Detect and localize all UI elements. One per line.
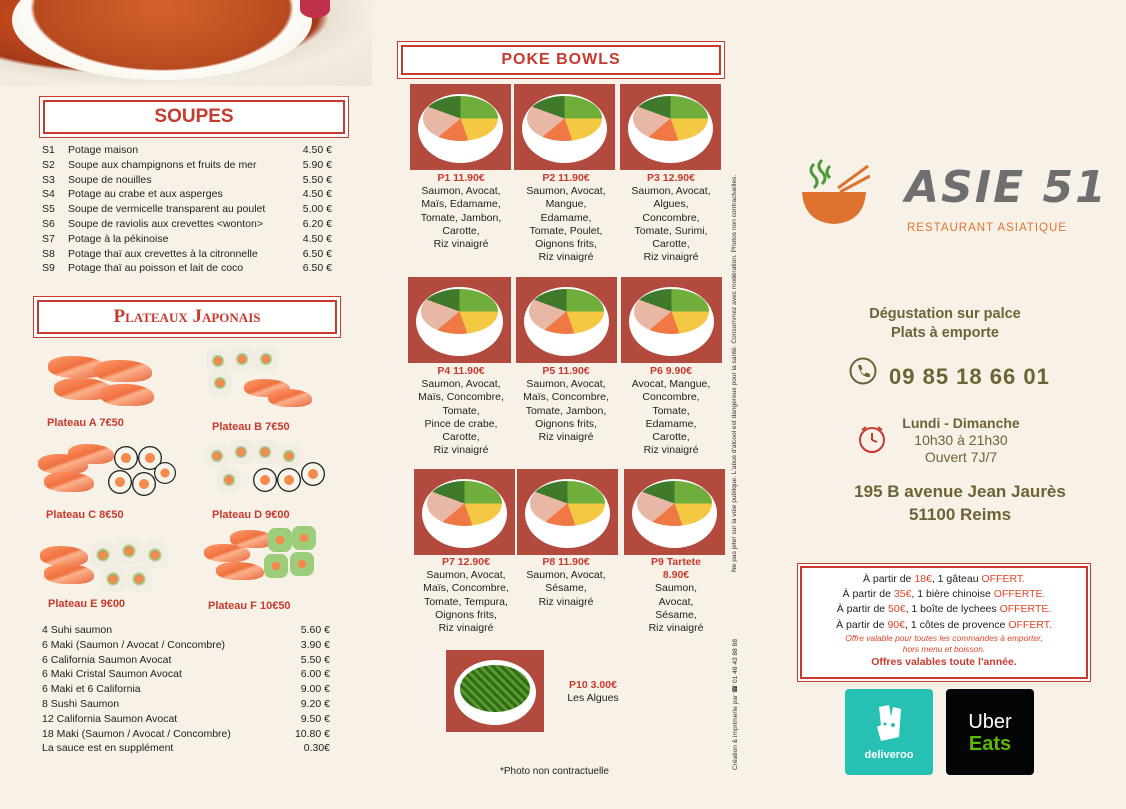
promo-line-2: À partir de 35€, 1 bière chinoise OFFERTE. bbox=[842, 588, 1046, 601]
poke-bowl-ingredient: Riz vinaigré bbox=[438, 622, 494, 635]
poke-bowl-ingredient: Tomate, Jambon, bbox=[525, 404, 607, 417]
poke-bowl-ingredient: Edamame, bbox=[540, 211, 592, 224]
poke-bowl-price: P6 9.90€ bbox=[649, 365, 693, 377]
promo-condition-2: hors menu et boisson. bbox=[902, 643, 986, 654]
soup-code: S7 bbox=[42, 232, 55, 245]
poke-bowl-price: P7 12.90€ bbox=[442, 556, 490, 568]
poke-bowl-ingredient: Saumon, Avocat, bbox=[526, 378, 606, 391]
poke-bowl-ingredient: Tomate, bbox=[652, 404, 690, 417]
plateau-item bbox=[42, 741, 330, 756]
flower-decoration bbox=[300, 0, 330, 18]
plateau-item bbox=[42, 623, 330, 638]
soup-price: 5.90 € bbox=[302, 158, 332, 171]
poke-bowl-price: P3 12.90€ bbox=[647, 172, 695, 184]
soup-code: S4 bbox=[42, 188, 55, 201]
promo-footer: Offres valables toute l'année. bbox=[871, 655, 1017, 668]
soup-code: S1 bbox=[42, 144, 55, 156]
poke-bowl-ingredient: Riz vinaigré bbox=[643, 251, 699, 264]
opening-hours bbox=[896, 415, 1026, 466]
plateau-b-image bbox=[204, 345, 314, 415]
poke-bowl-description bbox=[620, 556, 732, 635]
poke-bowl-ingredient: Oignons frits, bbox=[535, 417, 597, 430]
plateau-item bbox=[42, 638, 330, 653]
credit-vertical-note: Création & imprimerie par ☎ 01 48 43 88 88 bbox=[732, 639, 739, 770]
plateau-f-image bbox=[204, 526, 328, 590]
poke-bowl-ingredient: Saumon, Avocat, bbox=[426, 569, 506, 582]
poke-bowl-ingredient: Saumon, bbox=[654, 582, 698, 595]
plateau-item bbox=[42, 682, 330, 697]
soup-name: Potage à la pékinoise bbox=[68, 232, 169, 245]
soup-price: 4.50 € bbox=[302, 144, 332, 156]
soup-price: 5.00 € bbox=[302, 203, 332, 216]
poke-bowl-description bbox=[615, 365, 727, 457]
plateau-item bbox=[42, 712, 330, 727]
poke-bowl-price: P5 11.90€ bbox=[542, 365, 590, 377]
poke-bowl-image bbox=[410, 84, 511, 170]
poke-bowl-image bbox=[621, 277, 722, 363]
soup-price: 6.50 € bbox=[302, 262, 332, 275]
promo-line-3: À partir de 50€, 1 boîte de lychees OFFERTE. bbox=[836, 603, 1052, 616]
soup-price: 5.50 € bbox=[302, 173, 332, 186]
opening-time: 10h30 à 21h30 bbox=[914, 432, 1008, 448]
poke-bowl-price: P1 11.90€ bbox=[437, 172, 485, 184]
plateau-item-price: 10.80 € bbox=[294, 727, 330, 740]
poke-bowl-ingredient: Avocat, bbox=[658, 595, 694, 608]
service-line-1: Dégustation sur palce bbox=[869, 306, 1021, 322]
soup-item bbox=[42, 217, 332, 232]
poke-bowl-price: P10 3.00€ bbox=[569, 679, 617, 691]
soup-item bbox=[42, 158, 332, 173]
poke-bowl-ingredient: Tomate, bbox=[442, 404, 480, 417]
plateau-item bbox=[42, 697, 330, 712]
poke-bowl-description bbox=[405, 365, 517, 457]
poke-title: POKE BOWLS bbox=[401, 45, 721, 75]
soup-item bbox=[42, 143, 332, 158]
poke-bowl-ingredient: Carotte, bbox=[652, 238, 690, 251]
uber-label: Uber bbox=[968, 711, 1012, 733]
soup-code: S6 bbox=[42, 217, 55, 230]
phone-icon bbox=[849, 357, 877, 385]
plateau-c-label: Plateau C 8€50 bbox=[46, 509, 124, 521]
poke-bowl-ingredient: Carotte, bbox=[652, 431, 690, 444]
opening-week: Ouvert 7J/7 bbox=[924, 449, 998, 465]
poke-bowl-ingredient: Saumon, Avocat, bbox=[526, 185, 606, 198]
soup-bowl-image bbox=[12, 0, 312, 80]
poke-bowl-ingredient: Edamame, bbox=[645, 417, 697, 430]
algues-bowl-image bbox=[446, 650, 544, 732]
soup-name: Soupe aux champignons et fruits de mer bbox=[68, 158, 257, 171]
poke-bowl-description bbox=[410, 556, 522, 635]
address-line-2: 51100 Reims bbox=[908, 505, 1012, 524]
brand-name-text: ASIE 51 bbox=[905, 162, 1108, 213]
poke-bowl-ingredient: Tomate, Jambon, bbox=[420, 211, 502, 224]
plateau-item bbox=[42, 667, 330, 682]
address-line-1: 195 B avenue Jean Jaurès bbox=[854, 482, 1066, 501]
poke-bowl-ingredient: Sésame, bbox=[545, 582, 587, 595]
logo-bowl-icon bbox=[800, 158, 870, 228]
plateau-items-list bbox=[42, 623, 330, 756]
plateau-item-price: 9.00 € bbox=[300, 683, 330, 696]
soup-code: S3 bbox=[42, 173, 55, 186]
poke-bowl-ingredient: Maïs, Concombre, bbox=[423, 582, 509, 595]
poke-bowl-ingredient: Concombre, bbox=[642, 391, 700, 404]
soup-code: S2 bbox=[42, 158, 55, 171]
poke-bowl-image bbox=[516, 277, 617, 363]
poke-bowl-ingredient: Avocat, Mangue, bbox=[631, 378, 711, 391]
poke-bowl-ingredient: Carotte, bbox=[442, 224, 480, 237]
soup-code: S8 bbox=[42, 247, 55, 260]
soup-item bbox=[42, 247, 332, 262]
poke-bowl-image bbox=[620, 84, 721, 170]
soup-name: Potage maison bbox=[68, 144, 139, 156]
plateau-item-price: 0.30€ bbox=[303, 742, 330, 755]
service-info bbox=[820, 305, 1070, 343]
poke-bowl-image bbox=[624, 469, 725, 555]
soup-item bbox=[42, 187, 332, 202]
plateau-item-name: 6 Maki Cristal Saumon Avocat bbox=[42, 668, 182, 681]
promo-box bbox=[800, 566, 1088, 679]
poke-bowl-description bbox=[405, 172, 517, 251]
plateau-f-label: Plateau F 10€50 bbox=[208, 600, 291, 612]
poke-bowl-description bbox=[510, 556, 622, 609]
poke-bowl-description bbox=[510, 172, 622, 264]
soup-item bbox=[42, 232, 332, 247]
phone-number[interactable]: 09 85 18 66 01 bbox=[889, 364, 1050, 389]
plateaux-title: Plateaux Japonais bbox=[37, 300, 337, 334]
soup-item bbox=[42, 202, 332, 217]
poke-bowl-ingredient: Riz vinaigré bbox=[433, 444, 489, 457]
brand-name bbox=[905, 162, 1108, 213]
poke-bowl-ingredient: Mangue, bbox=[545, 198, 587, 211]
soupes-title: SOUPES bbox=[43, 100, 345, 134]
plateau-a-image bbox=[44, 352, 154, 412]
ubereats-app-button[interactable] bbox=[946, 689, 1034, 775]
poke-bowl-ingredient: Riz vinaigré bbox=[538, 431, 594, 444]
service-line-2: Plats à emporte bbox=[891, 325, 999, 341]
plateau-item-name: 6 Maki (Saumon / Avocat / Concombre) bbox=[42, 638, 226, 651]
plateau-a-label: Plateau A 7€50 bbox=[47, 417, 124, 429]
plateau-item-name: 4 Suhi saumon bbox=[42, 624, 113, 636]
soup-name: Potage au crabe et aux asperges bbox=[68, 188, 223, 201]
soup-item bbox=[42, 261, 332, 276]
plateau-item-price: 9.20 € bbox=[300, 697, 330, 710]
deliveroo-app-button[interactable] bbox=[845, 689, 933, 775]
poke-bowl-ingredient: Maïs, Concombre, bbox=[523, 391, 609, 404]
poke-bowl-ingredient: Tomate, Poulet, bbox=[529, 224, 603, 237]
poke-bowl-ingredient: Oignons frits, bbox=[535, 238, 597, 251]
soup-price: 6.20 € bbox=[302, 217, 332, 230]
plateau-item-name: 6 California Saumon Avocat bbox=[42, 653, 172, 666]
clock-icon bbox=[857, 424, 887, 454]
promo-line-1: À partir de 18€, 1 gâteau OFFERT. bbox=[862, 573, 1026, 585]
soup-name: Soupe de raviolis aux crevettes <wonton> bbox=[68, 217, 263, 230]
plateau-item-name: La sauce est en supplément bbox=[42, 742, 174, 755]
poke-bowl-ingredient: Les Algues bbox=[567, 692, 619, 705]
poke-bowl-ingredient: Riz vinaigré bbox=[648, 622, 704, 635]
soup-photo bbox=[0, 0, 372, 86]
plateau-e-image bbox=[40, 534, 174, 594]
address bbox=[820, 480, 1100, 526]
plateau-e-label: Plateau E 9€00 bbox=[48, 598, 126, 610]
poke-bowl-price: P2 11.90€ bbox=[542, 172, 590, 184]
poke-bowl-ingredient: Pince de crabe, bbox=[424, 417, 498, 430]
poke-bowl-description bbox=[615, 172, 727, 264]
poke-bowl-price: P8 11.90€ bbox=[542, 556, 590, 568]
soup-name: Potage thaï au poisson et lait de coco bbox=[68, 262, 244, 275]
poke-bowl-ingredient: Carotte, bbox=[442, 431, 480, 444]
promo-condition-1: Offre valable pour toutes les commandes à emporter, bbox=[845, 632, 1043, 643]
poke-bowl-ingredient: Algues, bbox=[653, 198, 689, 211]
deliveroo-label: deliveroo bbox=[864, 749, 914, 761]
poke-bowl-ingredient: Saumon, Avocat, bbox=[421, 378, 501, 391]
soup-item bbox=[42, 173, 332, 188]
poke-bowl-ingredient: Saumon, Avocat, bbox=[631, 185, 711, 198]
plateau-item-name: 18 Maki (Saumon / Avocat / Concombre) bbox=[42, 727, 231, 740]
soup-name: Soupe de vermicelle transparent au poulet bbox=[68, 203, 266, 216]
poke-bowl-image bbox=[408, 277, 511, 363]
plateau-item-price: 5.60 € bbox=[300, 624, 330, 636]
deliveroo-kangaroo-icon bbox=[873, 703, 905, 741]
plateau-item bbox=[42, 727, 330, 742]
photo-note: *Photo non contractuelle bbox=[500, 766, 609, 777]
soup-name: Soupe de nouilles bbox=[68, 173, 152, 186]
poke-bowl-ingredient: Riz vinaigré bbox=[538, 595, 594, 608]
poke-bowl-ingredient: Oignons frits, bbox=[435, 608, 497, 621]
poke-bowl-price: P4 11.90€ bbox=[437, 365, 485, 377]
poke-bowl-ingredient: Concombre, bbox=[642, 211, 700, 224]
poke-bowl-ingredient: Saumon, Avocat, bbox=[526, 569, 606, 582]
poke-bowl-ingredient: Riz vinaigré bbox=[538, 251, 594, 264]
promo-line-4: À partir de 90€, 1 côtes de provence OFFERT. bbox=[836, 618, 1052, 631]
poke-bowl-ingredient: Saumon, Avocat, bbox=[421, 185, 501, 198]
eats-label: Eats bbox=[968, 733, 1012, 755]
poke-bowl-image bbox=[414, 469, 515, 555]
brand-subtitle: RESTAURANT ASIATIQUE bbox=[907, 222, 1067, 234]
opening-days: Lundi - Dimanche bbox=[902, 415, 1020, 431]
plateau-b-label: Plateau B 7€50 bbox=[212, 421, 290, 433]
plateau-item-price: 9.50 € bbox=[300, 712, 330, 725]
plateau-item-price: 6.00 € bbox=[300, 668, 330, 681]
poke-bowl-image bbox=[517, 469, 618, 555]
plateau-d-label: Plateau D 9€00 bbox=[212, 509, 290, 521]
plateau-item-price: 5.50 € bbox=[300, 653, 330, 666]
poke-bowl-image bbox=[514, 84, 615, 170]
poke-bowl-price-2: 8.90€ bbox=[662, 569, 690, 582]
soup-code: S9 bbox=[42, 262, 55, 275]
plateau-item-name: 12 California Saumon Avocat bbox=[42, 712, 178, 725]
poke-bowl-ingredient: Riz vinaigré bbox=[643, 444, 699, 457]
soup-price: 4.50 € bbox=[302, 188, 332, 201]
plateau-item-name: 8 Sushi Saumon bbox=[42, 697, 120, 710]
poke-bowl-price: P9 Tartete bbox=[651, 556, 701, 568]
poke-bowl-ingredient: Tomate, Tempura, bbox=[424, 595, 508, 608]
poke-bowl-ingredient: Sésame, bbox=[655, 608, 697, 621]
poke-bowl-ingredient: Riz vinaigré bbox=[433, 238, 489, 251]
plateau-item bbox=[42, 653, 330, 668]
plateau-d-image bbox=[205, 440, 329, 500]
algues-description bbox=[548, 679, 638, 705]
poke-bowl-ingredient: Tomate, Surimi, bbox=[634, 224, 708, 237]
poke-bowl-ingredient: Maïs, Concombre, bbox=[418, 391, 504, 404]
soup-price: 4.50 € bbox=[302, 232, 332, 245]
plateau-item-name: 6 Maki et 6 California bbox=[42, 683, 141, 696]
soup-list bbox=[42, 143, 332, 276]
soup-name: Potage thaï aux crevettes à la citronnelle bbox=[68, 247, 258, 260]
poke-bowl-ingredient: Maïs, Edamame, bbox=[421, 198, 501, 211]
plateau-c-image bbox=[38, 438, 178, 506]
soup-price: 6.50 € bbox=[302, 247, 332, 260]
legal-vertical-note: Ne pas jeter sur la voie publique. L'abus d'alcool est dangereux pour la santé. Consommez avec modération. Photos non contractuelles. bbox=[731, 174, 738, 572]
poke-bowl-description bbox=[510, 365, 622, 444]
soup-code: S5 bbox=[42, 203, 55, 216]
plateau-item-price: 3.90 € bbox=[300, 638, 330, 651]
